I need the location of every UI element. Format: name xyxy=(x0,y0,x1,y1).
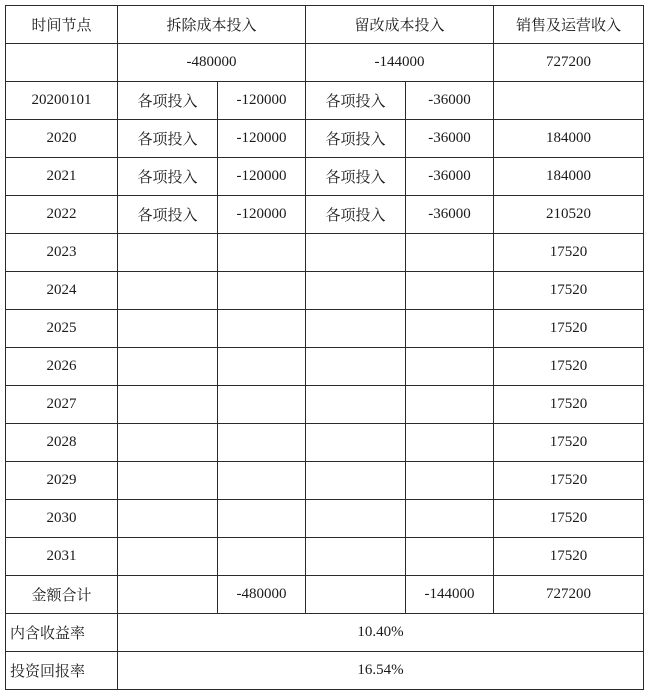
demolition-value-cell: -120000 xyxy=(218,196,306,234)
investment-table xyxy=(5,5,644,690)
demolition-value-cell xyxy=(218,348,306,386)
header-row xyxy=(6,6,644,44)
table-row xyxy=(6,234,644,272)
revenue-cell: 17520 xyxy=(494,348,644,386)
revenue-cell: 17520 xyxy=(494,272,644,310)
time-cell: 2026 xyxy=(6,348,118,386)
retention-label-cell xyxy=(306,348,406,386)
demolition-label-cell xyxy=(118,500,218,538)
sum-demolition: -480000 xyxy=(218,576,306,614)
demolition-value-cell: -120000 xyxy=(218,120,306,158)
header-time-node: 时间节点 xyxy=(6,6,118,44)
demolition-value-cell xyxy=(218,538,306,576)
demolition-label-cell xyxy=(118,386,218,424)
totals-retention: -144000 xyxy=(306,44,494,82)
retention-value-cell xyxy=(406,310,494,348)
retention-label-cell: 各项投入 xyxy=(306,82,406,120)
time-cell: 20200101 xyxy=(6,82,118,120)
totals-revenue: 727200 xyxy=(494,44,644,82)
revenue-cell xyxy=(494,82,644,120)
time-cell: 2023 xyxy=(6,234,118,272)
demolition-value-cell xyxy=(218,272,306,310)
retention-label-cell xyxy=(306,272,406,310)
revenue-cell: 184000 xyxy=(494,120,644,158)
retention-value-cell xyxy=(406,272,494,310)
retention-value-cell xyxy=(406,424,494,462)
retention-value-cell xyxy=(406,234,494,272)
demolition-value-cell xyxy=(218,386,306,424)
demolition-label-cell xyxy=(118,538,218,576)
demolition-value-cell: -120000 xyxy=(218,158,306,196)
demolition-value-cell xyxy=(218,234,306,272)
retention-value-cell xyxy=(406,348,494,386)
time-cell: 2022 xyxy=(6,196,118,234)
retention-value-cell: -36000 xyxy=(406,120,494,158)
demolition-label-cell xyxy=(118,424,218,462)
retention-label-cell xyxy=(306,538,406,576)
roi-row xyxy=(6,652,644,690)
revenue-cell: 17520 xyxy=(494,538,644,576)
irr-row xyxy=(6,614,644,652)
time-cell: 2020 xyxy=(6,120,118,158)
header-sales-revenue: 销售及运营收入 xyxy=(494,6,644,44)
retention-value-cell: -36000 xyxy=(406,196,494,234)
table-row xyxy=(6,82,644,120)
totals-time-cell xyxy=(6,44,118,82)
table-row xyxy=(6,386,644,424)
revenue-cell: 17520 xyxy=(494,500,644,538)
demolition-label-cell: 各项投入 xyxy=(118,82,218,120)
time-cell: 2028 xyxy=(6,424,118,462)
sum-row xyxy=(6,576,644,614)
roi-label: 投资回报率 xyxy=(6,652,118,690)
revenue-cell: 17520 xyxy=(494,424,644,462)
retention-value-cell: -36000 xyxy=(406,158,494,196)
sum-retention: -144000 xyxy=(406,576,494,614)
sum-demolition-blank xyxy=(118,576,218,614)
sum-retention-blank xyxy=(306,576,406,614)
time-cell: 2029 xyxy=(6,462,118,500)
demolition-label-cell: 各项投入 xyxy=(118,120,218,158)
retention-label-cell: 各项投入 xyxy=(306,196,406,234)
table-row xyxy=(6,500,644,538)
revenue-cell: 17520 xyxy=(494,386,644,424)
table-row xyxy=(6,348,644,386)
retention-value-cell xyxy=(406,386,494,424)
retention-label-cell xyxy=(306,462,406,500)
sum-revenue: 727200 xyxy=(494,576,644,614)
roi-value: 16.54% xyxy=(118,652,644,690)
table-row xyxy=(6,462,644,500)
retention-value-cell xyxy=(406,462,494,500)
demolition-value-cell xyxy=(218,424,306,462)
retention-label-cell xyxy=(306,424,406,462)
time-cell: 2027 xyxy=(6,386,118,424)
table-row xyxy=(6,272,644,310)
totals-demolition: -480000 xyxy=(118,44,306,82)
header-demolition-cost: 拆除成本投入 xyxy=(118,6,306,44)
time-cell: 2024 xyxy=(6,272,118,310)
revenue-cell: 184000 xyxy=(494,158,644,196)
retention-label-cell: 各项投入 xyxy=(306,120,406,158)
retention-label-cell xyxy=(306,386,406,424)
demolition-label-cell xyxy=(118,234,218,272)
revenue-cell: 17520 xyxy=(494,310,644,348)
demolition-value-cell xyxy=(218,310,306,348)
retention-label-cell xyxy=(306,500,406,538)
demolition-label-cell xyxy=(118,462,218,500)
revenue-cell: 210520 xyxy=(494,196,644,234)
table-row xyxy=(6,310,644,348)
demolition-label-cell xyxy=(118,310,218,348)
table-row xyxy=(6,538,644,576)
time-cell: 2031 xyxy=(6,538,118,576)
retention-value-cell: -36000 xyxy=(406,82,494,120)
retention-value-cell xyxy=(406,500,494,538)
demolition-value-cell xyxy=(218,462,306,500)
demolition-value-cell xyxy=(218,500,306,538)
table-row xyxy=(6,196,644,234)
time-cell: 2021 xyxy=(6,158,118,196)
time-cell: 2030 xyxy=(6,500,118,538)
totals-row xyxy=(6,44,644,82)
revenue-cell: 17520 xyxy=(494,462,644,500)
time-cell: 2025 xyxy=(6,310,118,348)
demolition-value-cell: -120000 xyxy=(218,82,306,120)
sum-label: 金额合计 xyxy=(6,576,118,614)
retention-value-cell xyxy=(406,538,494,576)
retention-label-cell: 各项投入 xyxy=(306,158,406,196)
table-row xyxy=(6,158,644,196)
table-row xyxy=(6,120,644,158)
irr-label: 内含收益率 xyxy=(6,614,118,652)
demolition-label-cell: 各项投入 xyxy=(118,196,218,234)
demolition-label-cell: 各项投入 xyxy=(118,158,218,196)
header-retention-cost: 留改成本投入 xyxy=(306,6,494,44)
retention-label-cell xyxy=(306,234,406,272)
demolition-label-cell xyxy=(118,272,218,310)
retention-label-cell xyxy=(306,310,406,348)
table-row xyxy=(6,424,644,462)
demolition-label-cell xyxy=(118,348,218,386)
revenue-cell: 17520 xyxy=(494,234,644,272)
irr-value: 10.40% xyxy=(118,614,644,652)
